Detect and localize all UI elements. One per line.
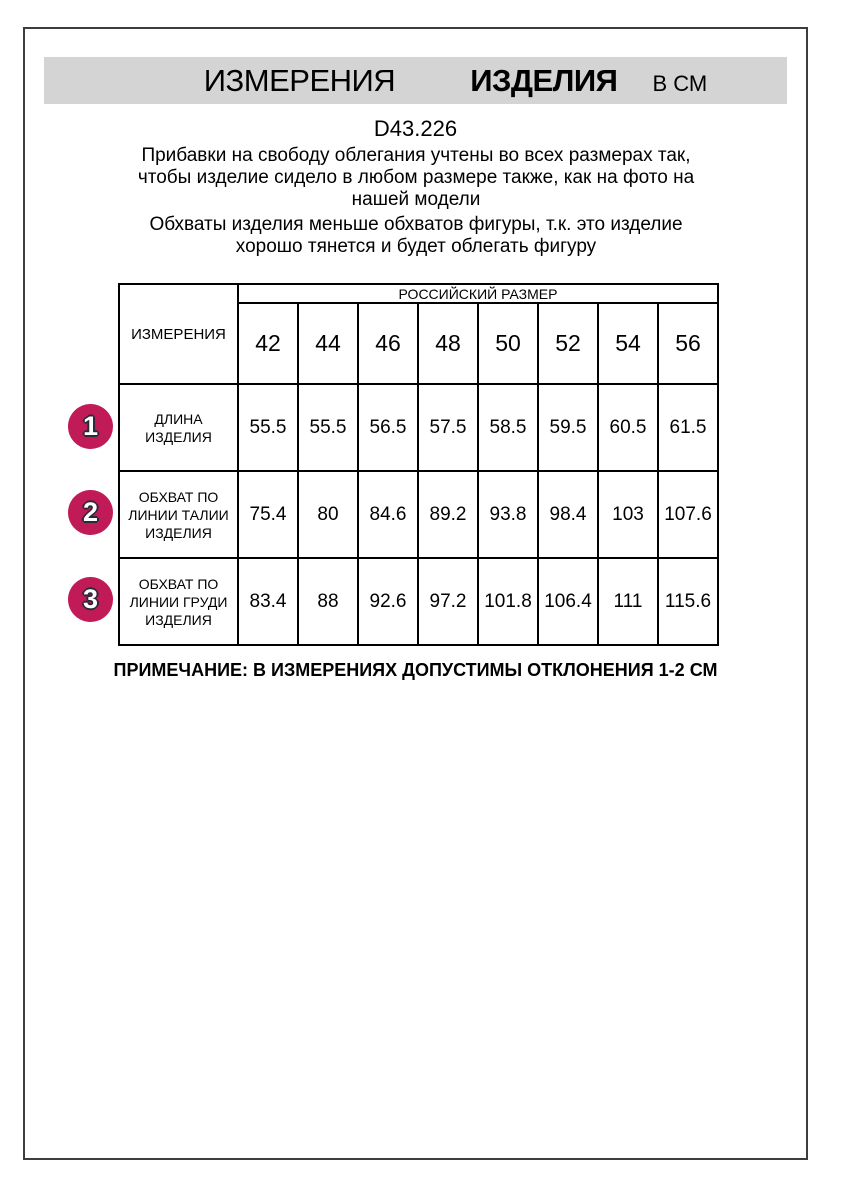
value-cell: 107.6 [658,471,718,558]
row-label-chest: ОБХВАТ ПО ЛИНИИ ГРУДИ ИЗДЕЛИЯ [119,558,238,645]
value-cell: 92.6 [358,558,418,645]
size-header-cell: 52 [538,303,598,384]
measure-point-3-badge: 3 [68,577,113,622]
size-header-cell: 50 [478,303,538,384]
value-cell: 80 [298,471,358,558]
value-cell: 89.2 [418,471,478,558]
value-cell: 111 [598,558,658,645]
measure-point-1-badge: 1 [68,404,113,449]
value-cell: 58.5 [478,384,538,471]
value-cell: 61.5 [658,384,718,471]
measure-point-2-badge: 2 [68,490,113,535]
title-word-measurements: ИЗМЕРЕНИЯ [203,63,396,98]
size-header-cell: 54 [598,303,658,384]
title-bar [44,57,787,104]
value-cell: 88 [298,558,358,645]
size-header-cell: 44 [298,303,358,384]
table-row-length [119,384,718,471]
intro-paragraph-fit: Прибавки на свободу облегания учтены во всех размерах так, чтобы изделие сидело в любом размере также, как на фото на нашей модели [137,145,695,210]
value-cell: 59.5 [538,384,598,471]
value-cell: 115.6 [658,558,718,645]
row-label-waist: ОБХВАТ ПО ЛИНИИ ТАЛИИ ИЗДЕЛИЯ [119,471,238,558]
intro-paragraph-stretch: Обхваты изделия меньше обхватов фигуры, т.к. это изделие хорошо тянется и будет облегать фигуру [149,214,683,257]
value-cell: 106.4 [538,558,598,645]
size-header-cell: 42 [238,303,298,384]
title-group [204,65,707,96]
title-word-product: ИЗДЕЛИЯ [470,63,618,98]
row-label-length: ДЛИНА ИЗДЕЛИЯ [119,384,238,471]
table-row-chest [119,558,718,645]
tolerance-note: ПРИМЕЧАНИЕ: В ИЗМЕРЕНИЯХ ДОПУСТИМЫ ОТКЛОНЕНИЯ 1-2 СМ [113,660,718,680]
value-cell: 55.5 [238,384,298,471]
value-cell: 101.8 [478,558,538,645]
value-cell: 57.5 [418,384,478,471]
value-cell: 98.4 [538,471,598,558]
measurements-corner-header: ИЗМЕРЕНИЯ [119,284,238,384]
value-cell: 103 [598,471,658,558]
table-row-waist [119,471,718,558]
value-cell: 55.5 [298,384,358,471]
title-units: В СМ [652,71,708,96]
value-cell: 83.4 [238,558,298,645]
value-cell: 97.2 [418,558,478,645]
size-header-cell: 46 [358,303,418,384]
intro-text-block [116,145,716,258]
value-cell: 75.4 [238,471,298,558]
table-row [119,284,718,303]
product-code: D43.226 [373,116,458,141]
value-cell: 56.5 [358,384,418,471]
value-cell: 93.8 [478,471,538,558]
measurements-table [118,283,719,646]
size-header-cell: 56 [658,303,718,384]
value-cell: 84.6 [358,471,418,558]
value-cell: 60.5 [598,384,658,471]
size-header-cell: 48 [418,303,478,384]
russian-size-header: РОССИЙСКИЙ РАЗМЕР [238,284,718,303]
